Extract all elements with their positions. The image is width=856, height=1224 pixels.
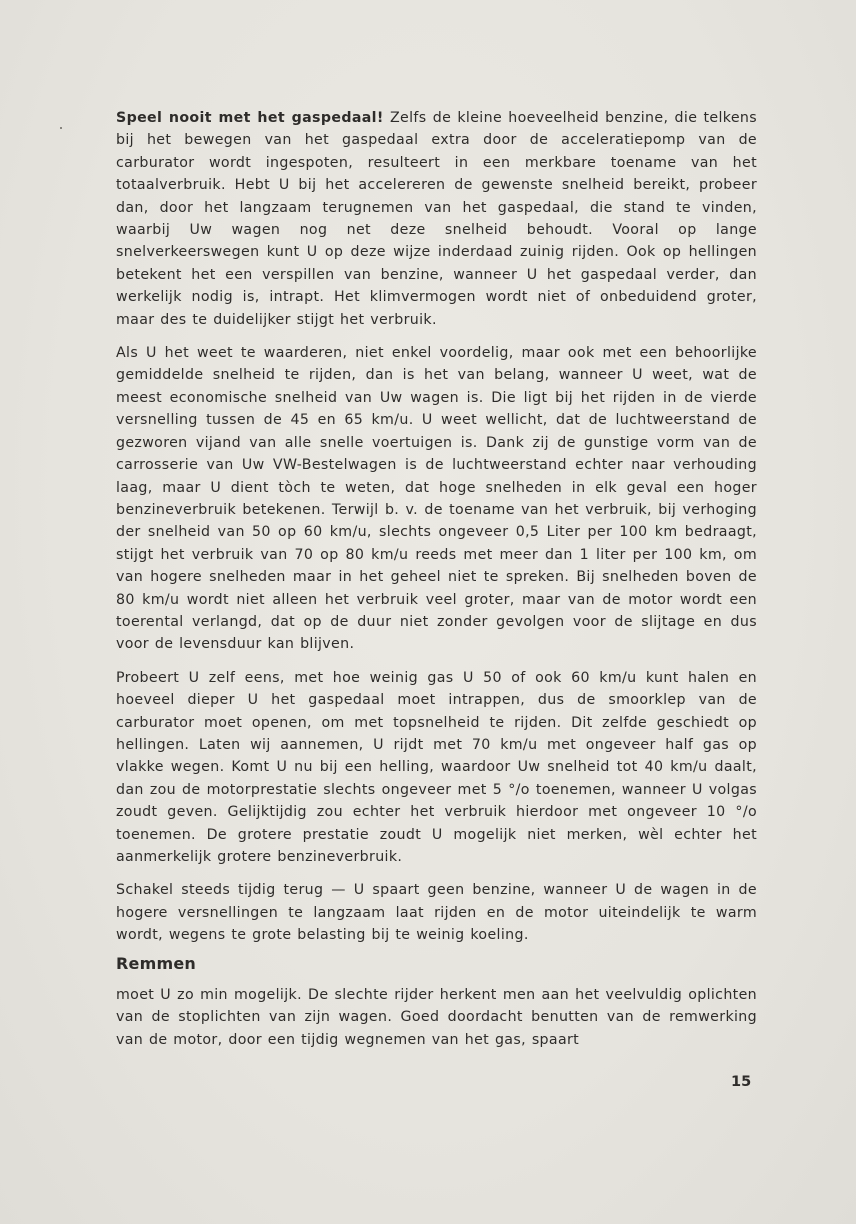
paragraph [116,107,757,331]
paragraph: Probeert U zelf eens, met hoe weinig gas U 50 of ook 60 km/u kunt halen en hoeveel dieper U het gaspedaal moet intrappen, dus de smoorklep van de carburator moet openen, om met topsnelheid te rijden. Dit zelfde geschiedt op hellingen. Laten wij aannemen, U rijdt met 70 km/u met ongeveer half gas op vlakke wegen. Komt U nu bij een helling, waardoor Uw snelheid tot 40 km/u daalt, dan zou de motorprestatie slechts ongeveer met 5 °/o toenemen, wanneer U volgas zoudt geven. Gelijktijdig zou echter het verbruik hierdoor met ongeveer 10 °/o toenemen. De grotere prestatie zoudt U mogelijk niet merken, wèl echter het aanmerkelijk grotere benzineverbruik. [116,669,757,865]
paragraph-lead: Speel nooit met het gaspedaal! [116,110,384,126]
paragraph: Schakel steeds tijdig terug — U spaart geen benzine, wanneer U de wagen in de hogere versnellingen te langzaam laat rijden en de motor uiteindelijk te warm wordt, wegens te grote belasting bij te weinig koeling. [116,882,757,944]
paragraph-text: Zelfs de kleine hoeveelheid benzine, die telkens bij het bewegen van het gaspedaal extra door de acceleratiepomp van de carburator wordt ingespoten, resulteert in een merkbare toename van het totaalverbruik. Hebt U bij het accelereren de gewenste snelheid bereikt, probeer dan, door het langzaam terugnemen van het gaspedaal, die stand te vinden, waarbij Uw wagen nog net deze snelheid behoudt. Vooral op lange snelverkeerswegen kunt U op deze wijze inderdaad zuinig rijden. Ook op hellingen betekent het een verspillen van benzine, wanneer U het gaspedaal verder, dan werkelijk nodig is, intrapt. Het klimvermogen wordt niet of onbeduidend groter, maar des te duidelijker stijgt het verbruik. [116,110,758,328]
paragraph: moet U zo min mogelijk. De slechte rijder herkent men aan het veelvuldig oplichten van de stoplichten van zijn wagen. Goed doordacht benutten van de remwerking van de motor, door een tijdig wegnemen van het gas, spaart [116,987,757,1048]
paragraph: Als U het weet te waarderen, niet enkel voordelig, maar ook met een behoorlijke gemiddelde snelheid te rijden, dan is het van belang, wanneer U weet, wat de meest economische snelheid van Uw wagen is. Die ligt bij het rijden in de vierde versnelling tussen de 45 en 65 km/u. U weet wellicht, dat de luchtweerstand de gezworen vijand van alle snelle voertuigen is. Dank zij de gunstige vorm van de carrosserie van Uw VW-Bestelwagen is de luchtweerstand echter naar verhouding laag, maar U dient tòch te weten, dat hoge snelheden in elk geval een hoger benzineverbruik betekenen. Terwijl b. v. de toename van het verbruik, bij verhoging der snelheid van 50 op 60 km/u, slechts ongeveer 0,5 Liter per 100 km bedraagt, stijgt het verbruik van 70 op 80 km/u reeds met meer dan 1 liter per 100 km, om van hogere snelheden maar in het geheel niet te spreken. Bij snelheden boven de 80 km/u wordt niet alleen het verbruik veel groter, maar van de motor wordt een toerental verlangd, dat op de duur niet zonder gevolgen voor de slijtage en dus voor de levensduur kan blijven. [116,345,757,653]
paper-speck [60,127,62,129]
body-text [116,107,757,958]
page-number: 15 [731,1074,752,1090]
section-body-text [116,984,757,1062]
section-heading: Remmen [116,954,196,973]
